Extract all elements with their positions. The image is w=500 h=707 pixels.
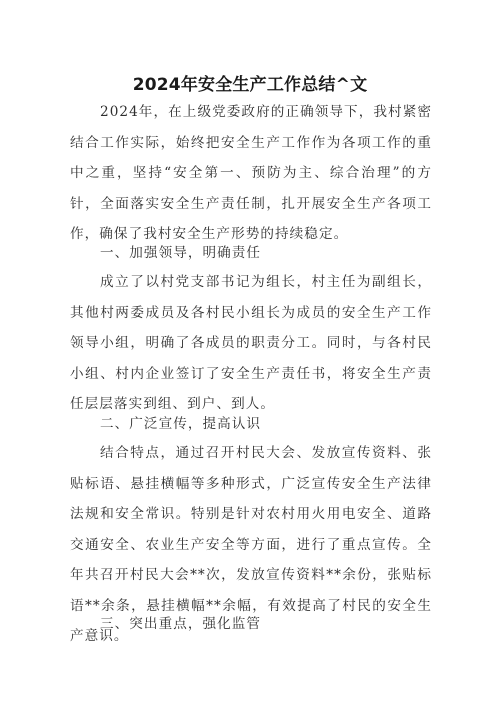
section-body-1: 成立了以村党支部书记为组长，村主任为副组长，其他村两委成员及各村民小组长为成员的安全生产工作领导小组，明确了各成员的职责分工。同时，与各村民小组、村内企业签订了安全生产责任书，将安全生产责任层层落实到组、到户、到人。 [70,274,432,412]
intro-paragraph: 2024年，在上级党委政府的正确领导下，我村紧密结合工作实际，始终把安全生产工作作为各项工作的重中之重，坚持“安全第一、预防为主、综合治理”的方针，全面落实安全生产责任制，扎开展安全生产各项工作，确保了我村安全生产形势的持续稳定。 [70,104,432,242]
document-title: 2024年安全生产工作总结^文 [132,75,368,96]
section-heading-2: 二、广泛宣传，提高认识 [100,416,262,432]
section-heading-3: 三、突出重点，强化监管 [100,616,262,632]
section-body-2: 结合特点，通过召开村民大会、发放宣传资料、张贴标语、悬挂横幅等多种形式，广泛宣传安全生产法律法规和安全常识。特别是针对农村用火用电安全、道路交通安全、农业生产安全等方面，进行了重点宣传。全年共召开村民大会**次，发放宣传资料**余份，张贴标语**余条，悬挂横幅**余幅，有效提高了村民的安全生产意识。 [70,445,432,644]
section-heading-1: 一、加强领导，明确责任 [100,245,262,261]
